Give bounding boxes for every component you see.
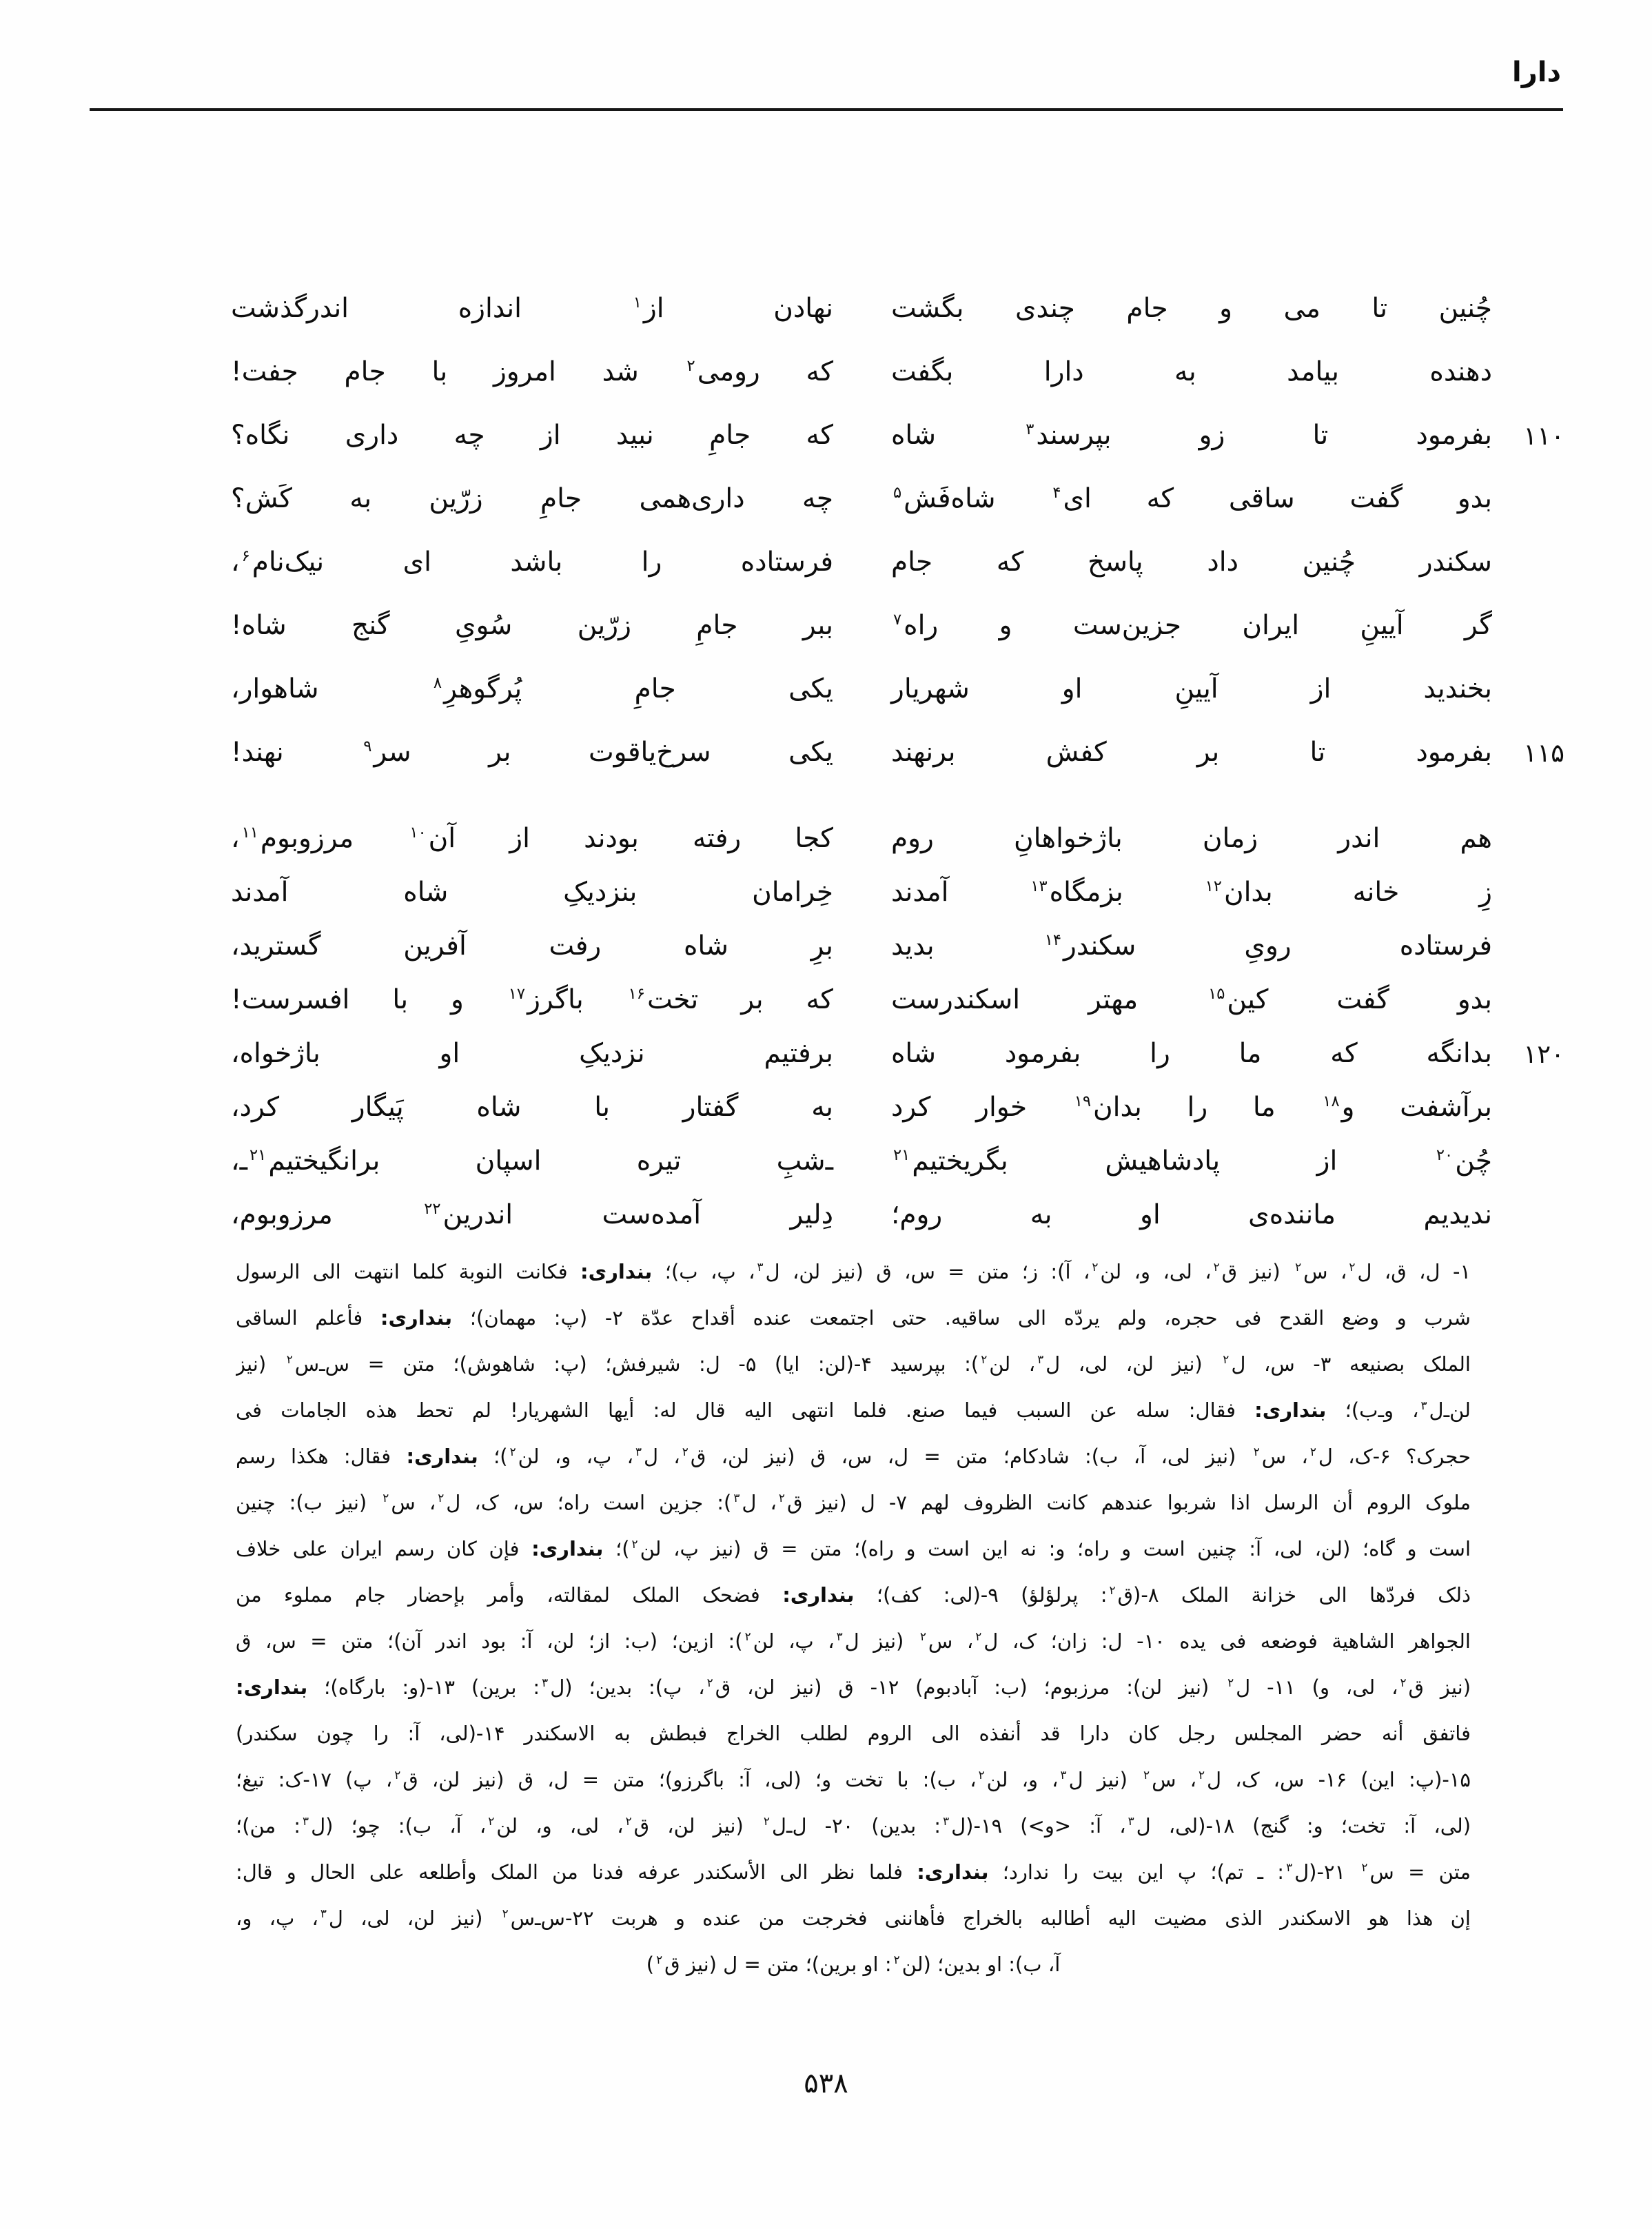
couplet-row	[231, 973, 1564, 1027]
footnote-ref: ۲	[1109, 1583, 1116, 1598]
apparatus-line: فاتفق أنه حضر المجلس رجل کان دارا قد أنفذه الی الروم لطلب الخراج فبطش به الاسکندر ۱۴-(لی، آ: را چون سکندر)	[236, 1722, 1471, 1745]
footnote-ref: ۱	[633, 293, 642, 312]
hemistich-right: بفرمود تا بر کفش برنهند	[891, 736, 1492, 768]
apparatus-line: الجواهر الشاهیة فوضعه فی یده ۱۰- ل: زان؛ ک، ل$^۲$، س$^۲$ (نیز ل$^۳$، پ، لن$^۲$): ازین؛ (ب: از؛ لن، آ: بود اندر آن)؛ متن = س، ق	[236, 1629, 1471, 1653]
footnote-ref: ۶	[241, 547, 250, 565]
hemistich-left: چه داری‌همی جامِ زرّین به کَش؟	[231, 482, 833, 514]
footnote-ref: ۳	[1420, 1398, 1427, 1413]
apparatus-line: ملوک الروم أن الرسل اذا شربوا عندهم کانت الظروف لهم ۷- ل (نیز ق$^۲$، ل$^۳$): جزین است راه؛ س، ک، ل$^۲$، س$^۲$ (نیز ب): چنین	[236, 1491, 1471, 1514]
apparatus-line: ذلک فردّها الی خزانة الملک ۸-(ق$^۲$: پرلؤلؤ) ۹-(لی: کف)؛ بنداری: فضحک الملک لمقالته، وأمر بإحضار جام مملوء من	[236, 1583, 1471, 1607]
footnote-ref: ۱۴	[1044, 930, 1062, 949]
verse-number: ۱۲۰	[1523, 1039, 1564, 1069]
hemistich-left: خِرامان بنزدیکِ شاه آمدند	[231, 876, 833, 908]
footnote-ref: ۲	[488, 1814, 495, 1829]
hemistich-right: بدانگه که ما را بفرمود شاه	[891, 1037, 1492, 1069]
apparatus-line: (نیز ق$^۲$، لی، و) ۱۱- ل$^۲$ (نیز لن): مرزبوم؛ (ب: آبادبوم) ۱۲- ق (نیز لن، ق$^۲$، پ): بدین؛ (ل$^۳$: برین) ۱۳-(و: بارگاه)؛ بنداری:	[236, 1676, 1471, 1699]
footnote-ref: ۲	[1309, 1445, 1316, 1459]
footnote-ref: ۳	[1026, 420, 1034, 438]
hemistich-left: کجا رفته بودند از آن$^{۱۰}$ مرزوبوم$^{۱۱}$،	[231, 822, 833, 854]
footnote-ref: ۳	[943, 1814, 950, 1829]
apparatus-line: إن هذا هو الاسکندر الذی مضیت الیه أطالبه بالخراج فأهاننی فخرجت من عنده و هربت ۲۲-س‌ـ‌س$^۲$ (نیز لن، لی، ل$^۳$، پ، و،	[236, 1906, 1471, 1930]
couplet-row	[231, 919, 1564, 973]
hemistich-left: برفتیم نزدیکِ او باژخواه،	[231, 1037, 833, 1069]
footnote-ref: ۲	[1198, 1768, 1205, 1782]
footnote-ref: ۳	[1286, 1860, 1293, 1875]
footnote-ref: ۳	[836, 1629, 843, 1644]
page-number: ۵۳۸	[804, 2068, 848, 2099]
hemistich-right: هم اندر زمان باژخواهانِ روم	[891, 822, 1492, 854]
hemistich-right: بدو گفت ساقی که ای$^۴$ شاه‌فَش$^۵$	[893, 482, 1492, 514]
footnote-ref: ۱۲	[1205, 877, 1222, 895]
footnote-ref: ۳	[635, 1445, 642, 1459]
hemistich-right: چُن$^{۲۰}$ از پادشاهیش بگریختیم$^{۲۱}$	[893, 1145, 1492, 1177]
footnote-ref: ۲	[978, 1768, 985, 1782]
couplet-row	[231, 594, 1564, 658]
footnote-ref: ۲	[1092, 1260, 1099, 1274]
footnote-ref: ۱۱	[241, 823, 258, 842]
couplet-row	[231, 812, 1564, 866]
couplet-row	[231, 467, 1564, 531]
hemistich-left: که رومی$^۲$ شد امروز با جام جفت!	[231, 356, 834, 387]
footnote-ref: ۳	[757, 1260, 764, 1274]
footnote-ref: ۲	[1227, 1676, 1234, 1690]
footnote-ref: ۱۸	[1323, 1092, 1340, 1110]
footnote-ref: ۲	[981, 1352, 988, 1367]
couplet-row	[231, 531, 1564, 594]
footnote-ref: ۵	[893, 483, 902, 502]
footnote-ref: ۳	[733, 1491, 740, 1505]
couplet-row	[231, 866, 1564, 919]
couplet-row	[231, 1134, 1564, 1188]
footnote-ref: ۳	[542, 1676, 549, 1690]
footnote-ref: ۲	[383, 1491, 389, 1505]
hemistich-right: گر آیینِ ایران جزین‌ست و راه$^۷$	[893, 609, 1492, 641]
critical-apparatus	[236, 1249, 1471, 1988]
hemistich-right: سکندر چُنین داد پاسخ که جام	[891, 546, 1492, 578]
footnote-ref: ۲	[438, 1491, 445, 1505]
hemistich-left: دِلیر آمده‌ست اندرین$^{۲۲}$ مرزوبوم،	[231, 1199, 833, 1230]
hemistich-left: یکی سرخ‌یاقوت بر سر$^۹$ نهند!	[231, 736, 833, 768]
footnote-ref: ۲	[778, 1491, 785, 1505]
apparatus-line: الملک بصنیعه ۳- س، ل$^۲$ (نیز لن، لی، ل$^۳$، لن$^۲$): بپرسید ۴-(لن: ایا) ۵- ل: شیرفش؛ (پ: شاهوش)؛ متن = س‌ـ‌س$^۲$ (نیز	[236, 1352, 1471, 1376]
couplet-row	[231, 1188, 1564, 1242]
footnote-ref: ۲	[656, 1953, 663, 1967]
apparatus-line: است و گاه؛ (لن، لی، آ: چنین است و راه؛ و: نه این است و راه)؛ متن = ق (نیز پ، لن$^۲$)؛ بنداری: فإن کان رسم ایران علی خلاف	[236, 1537, 1471, 1560]
verse-number: ۱۱۵	[1523, 737, 1564, 768]
apparatus-line: ۱۵-(پ: این) ۱۶- س، ک، ل$^۲$، س$^۲$ (نیز ل$^۳$، و، لن$^۲$، ب): با تخت و؛ (لی، آ: باگرزو)؛ متن = ل، ق (نیز لن، ق$^۲$، پ) ۱۷-ک: تیغ؛	[236, 1768, 1471, 1791]
footnote-ref: ۳	[1128, 1814, 1134, 1829]
couplet-row	[231, 277, 1564, 340]
apparatus-line: متن = س$^۲$ ۲۱-(ل$^۳$: ـ تم)؛ پ این بیت را ندارد؛ بنداری: فلما نظر الی الأسکندر عرفه فدنا من الملک وأطلعه علی الحال و قال:	[236, 1860, 1471, 1884]
footnote-ref: ۲۰	[1436, 1146, 1454, 1164]
footnote-ref: ۳	[1060, 1768, 1067, 1782]
footnote-ref: ۲	[1213, 1260, 1220, 1274]
hemistich-left: به گفتار با شاه پَیگار کرد،	[231, 1091, 833, 1123]
footnote-ref: ۱۵	[1208, 984, 1225, 1003]
hemistich-left: نهادن از$^۱$ اندازه اندرگذشت	[231, 292, 833, 324]
hemistich-left: ـ‌شبِ تیره اسپان برانگیختیم$^{۲۱}$‌ـ،	[231, 1145, 833, 1177]
footnote-ref: ۱۳	[1030, 877, 1048, 895]
couplet-row	[231, 1027, 1564, 1081]
footnote-ref: ۴	[1052, 483, 1061, 502]
couplet-row	[231, 658, 1564, 721]
verse-number: ۱۱۰	[1523, 420, 1564, 451]
hemistich-right: چُنین تا می و جام چندی بگشت	[891, 292, 1492, 324]
footnote-ref: ۲۱	[249, 1146, 267, 1164]
couplet-row	[231, 1081, 1564, 1134]
hemistich-right: بفرمود تا زو بپرسند$^۳$ شاه	[891, 419, 1492, 451]
couplet-row	[231, 721, 1564, 784]
apparatus-line: ۱- ل، ق، ل$^۲$، س$^۲$ (نیز ق$^۲$، لی، و، لن$^۲$، آ): ز؛ متن = س، ق (نیز لن، ل$^۳$، پ، ب)؛ بنداری: فکانت النوبة کلما انتهت الی الرسول	[236, 1260, 1471, 1283]
footnote-ref: ۲	[1400, 1676, 1407, 1690]
footnote-ref: ۲	[1143, 1768, 1150, 1782]
footnote-ref: ۲	[1253, 1445, 1260, 1459]
footnote-ref: ۲	[625, 1814, 632, 1829]
hemistich-left: ببر جامِ زرّین سُویِ گنج شاه!	[231, 609, 833, 641]
hemistich-left: که بر تخت$^{۱۶}$ باگرز$^{۱۷}$ و با افسرست!	[231, 984, 833, 1015]
hemistich-left: یکی جامِ پُرگوهرِ$^۸$ شاهوار،	[231, 673, 833, 704]
running-head-title: دارا	[1512, 57, 1561, 88]
apparatus-line: لن‌ـ‌ل$^۳$، و‌ـ‌ب)؛ بنداری: فقال: سله عن السبب فیما صنع. فلما انتهی الیه قال له: أیها الشهریار! لم تحط هذه الجامات فی	[236, 1398, 1471, 1422]
apparatus-line: (لی، آ: تخت؛ و: گنج) ۱۸-(لی، ل$^۳$، آ: <و>) ۱۹-(ل$^۳$: بدین) ۲۰- ل‌ـ‌ل$^۲$ (نیز لن، ق$^۲$، لی، و، لن$^۲$، آ، ب): چو؛ (ل$^۳$: من)؛	[236, 1814, 1471, 1838]
footnote-ref: ۲	[763, 1814, 770, 1829]
verse-group-2	[231, 812, 1564, 1242]
footnote-ref: ۱۰	[409, 823, 427, 842]
footnote-ref: ۲	[502, 1906, 509, 1921]
footnote-ref: ۲	[975, 1629, 982, 1644]
footnote-ref: ۲	[394, 1768, 401, 1782]
footnote-ref: ۲	[631, 1537, 638, 1551]
footnote-ref: ۲	[1223, 1352, 1230, 1367]
footnote-ref: ۲۲	[424, 1199, 441, 1218]
couplet-row	[231, 404, 1564, 467]
footnote-ref: ۲	[706, 1676, 713, 1690]
footnote-ref: ۲	[286, 1352, 293, 1367]
apparatus-line: حجرک؟ ۶-ک، ل$^۲$، س$^۲$ (نیز لی، آ، ب): شادکام؛ متن = ل، س، ق (نیز لن، ق$^۲$، ل$^۳$، پ، و، لن$^۲$)؛ بنداری: فقال: هکذا رسم	[236, 1445, 1471, 1468]
footnote-ref: ۲۱	[893, 1146, 910, 1164]
hemistich-left: فرستاده را باشد ای نیک‌نام$^۶$،	[231, 546, 833, 578]
apparatus-line: آ، ب): او بدین؛ (لن$^۲$: او برین)؛ متن = ل (نیز ق$^۲$)	[646, 1953, 1061, 1976]
footnote-ref: ۳	[320, 1906, 327, 1921]
hemistich-right: زِ خانه بدان$^{۱۲}$ بزمگاه$^{۱۳}$ آمدند	[891, 876, 1493, 908]
couplet-row	[231, 340, 1564, 404]
header-rule	[90, 108, 1563, 111]
footnote-ref: ۲	[1361, 1860, 1368, 1875]
hemistich-right: بدو گفت کین$^{۱۵}$ مهتر اسکندرست	[891, 984, 1492, 1015]
hemistich-right: بخندید از آیینِ او شهریار	[891, 673, 1492, 704]
hemistich-right: ندیدیم ماننده‌ی او به روم؛	[891, 1199, 1492, 1230]
footnote-ref: ۲	[919, 1629, 926, 1644]
apparatus-line: شرب و وضع القدح فی حجره، ولم یردّه الی ساقیه. حتی اجتمعت عنده أقداح عدّة ۲- (پ: مهمان)؛ بنداری: فأعلم الساقی	[236, 1306, 1471, 1330]
footnote-ref: ۲	[744, 1629, 751, 1644]
footnote-ref: ۱۷	[508, 984, 526, 1003]
footnote-ref: ۱۶	[628, 984, 645, 1003]
hemistich-right: دهنده بیامد به دارا بگفت	[891, 356, 1492, 387]
footnote-ref: ۲	[686, 356, 695, 375]
hemistich-left: برِ شاه رفت آفرین گسترید،	[231, 930, 833, 961]
hemistich-right: برآشفت و$^{۱۸}$ ما را بدان$^{۱۹}$ خوار کرد	[891, 1091, 1493, 1123]
footnote-ref: ۳	[303, 1814, 309, 1829]
footnote-ref: ۹	[363, 737, 372, 755]
footnote-ref: ۲	[1349, 1260, 1356, 1274]
poem-block	[231, 277, 1564, 1242]
footnote-ref: ۸	[433, 673, 442, 692]
footnote-ref: ۷	[893, 610, 902, 629]
footnote-ref: ۲	[682, 1445, 689, 1459]
footnote-ref: ۲	[1295, 1260, 1302, 1274]
hemistich-left: که جامِ نبید از چه داری نگاه؟	[231, 419, 833, 451]
footnote-ref: ۲	[509, 1445, 516, 1459]
verse-group-1	[231, 277, 1564, 784]
footnote-ref: ۲	[893, 1953, 900, 1967]
footnote-ref: ۱۹	[1074, 1092, 1092, 1110]
hemistich-right: فرستاده رویِ سکندر$^{۱۴}$ بدید	[891, 930, 1492, 961]
footnote-ref: ۳	[1037, 1352, 1044, 1367]
